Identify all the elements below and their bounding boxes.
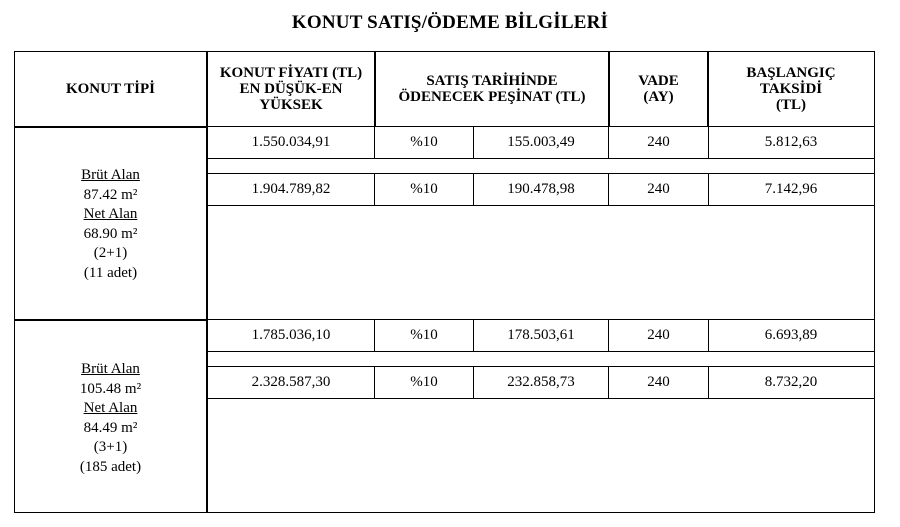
price-cell: 1.785.036,10 — [251, 327, 331, 343]
term-cell: 240 — [608, 367, 708, 398]
header-vade — [609, 52, 708, 126]
down-payment-rate-cell: %10 — [374, 127, 473, 158]
down-payment-cell: 232.858,73 — [473, 367, 608, 398]
header-line: VADE — [638, 73, 679, 89]
term-cell: 240 — [608, 174, 708, 205]
header-line: SATIŞ TARİHİNDE — [426, 73, 558, 89]
down-payment-rate-cell: %10 — [374, 367, 473, 398]
document-title: KONUT SATIŞ/ÖDEME BİLGİLERİ — [291, 12, 609, 33]
group-divider — [14, 319, 208, 321]
header-line: EN DÜŞÜK-EN — [239, 81, 343, 97]
net-area-label: Net Alan — [83, 400, 138, 416]
installment-cell: 5.812,63 — [708, 127, 873, 158]
down-payment-rate-cell: %10 — [374, 174, 473, 205]
installment-cell: 6.693,89 — [708, 320, 873, 351]
table-row — [207, 366, 875, 399]
gross-area-value: 105.48 m² — [79, 380, 142, 397]
header-line: BAŞLANGIÇ — [746, 65, 836, 81]
unit-type-3plus1 — [14, 360, 207, 477]
header-taksit — [708, 52, 874, 126]
header-line: YÜKSEK — [259, 97, 323, 113]
net-area-value: 68.90 m² — [83, 225, 138, 242]
table-row — [207, 319, 875, 352]
gross-area-label: Brüt Alan — [81, 361, 140, 377]
net-area-value: 84.49 m² — [83, 419, 138, 436]
price-cell: 1.904.789,82 — [251, 181, 331, 197]
room-count: (2+1) — [93, 245, 128, 261]
header-line: ÖDENECEK PEŞİNAT (TL) — [398, 89, 586, 105]
down-payment-cell: 155.003,49 — [473, 127, 608, 158]
unit-count: (11 adet) — [83, 264, 138, 281]
gross-area-value: 87.42 m² — [83, 186, 138, 203]
header-line: (TL) — [776, 97, 806, 113]
header-line: TAKSİDİ — [759, 81, 823, 97]
term-cell: 240 — [608, 320, 708, 351]
table-row — [207, 126, 875, 159]
price-cell: 2.328.587,30 — [251, 374, 331, 390]
down-payment-cell: 178.503,61 — [473, 320, 608, 351]
header-konut-fiyati — [207, 52, 375, 126]
down-payment-rate-cell: %10 — [374, 320, 473, 351]
net-area-label: Net Alan — [83, 206, 138, 222]
header-pesinat — [375, 52, 609, 126]
installment-cell: 8.732,20 — [708, 367, 873, 398]
unit-type-2plus1 — [14, 166, 207, 283]
header-konut-tipi-label: KONUT TİPİ — [65, 81, 156, 97]
room-count: (3+1) — [93, 439, 128, 455]
header-line: KONUT FİYATI (TL) — [219, 65, 363, 81]
down-payment-cell: 190.478,98 — [473, 174, 608, 205]
table-row — [207, 173, 875, 206]
gross-area-label: Brüt Alan — [81, 167, 140, 183]
price-cell: 1.550.034,91 — [251, 134, 331, 150]
installment-cell: 7.142,96 — [708, 174, 873, 205]
unit-count: (185 adet) — [79, 458, 142, 475]
term-cell: 240 — [608, 127, 708, 158]
header-line: (AY) — [643, 89, 674, 105]
header-konut-tipi — [14, 52, 207, 126]
